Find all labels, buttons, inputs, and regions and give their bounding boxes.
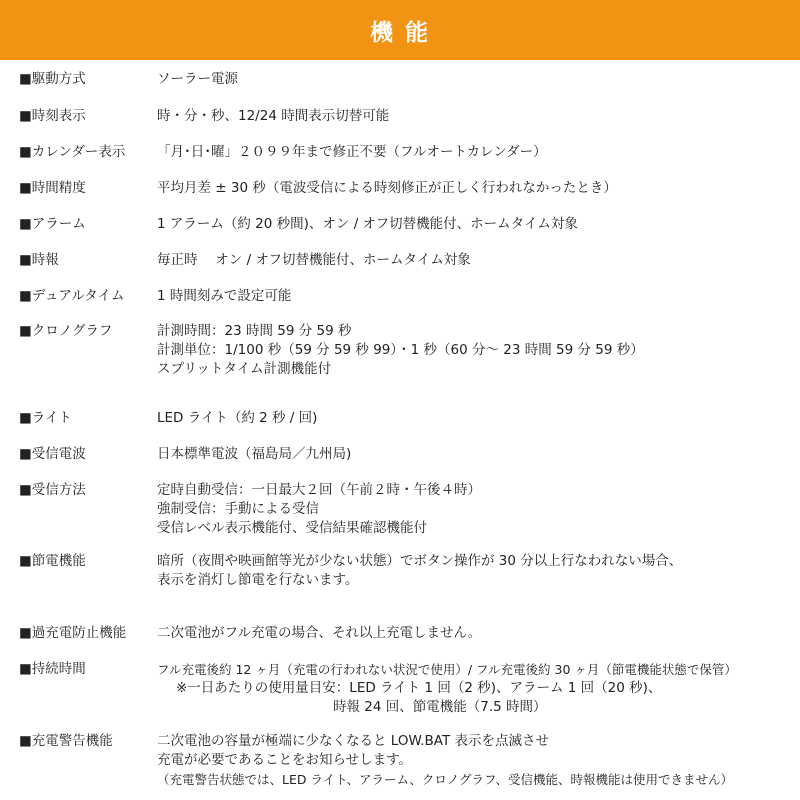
- spec-line: ※一日あたりの使用量目安：LED ライト 1 回（2 秒)、アラーム 1 回（20 秒)、: [176, 680, 662, 696]
- spec-line: 表示を消灯し節電を行ないます。: [157, 572, 359, 588]
- spec-line: 強制受信：手動による受信: [157, 501, 319, 517]
- spec-label: ■カレンダー表示: [19, 144, 126, 160]
- spec-line: 時・分・秒、12/24 時間表示切替可能: [157, 108, 390, 124]
- spec-line: 二次電池がフル充電の場合、それ以上充電しません。: [157, 625, 482, 641]
- spec-value: [157, 481, 797, 538]
- spec-value: [157, 287, 797, 306]
- spec-label: ■アラーム: [19, 216, 86, 232]
- spec-line: 定時自動受信：一日最大２回（午前２時・午後４時）: [157, 482, 481, 498]
- spec-line: スプリットタイム計測機能付: [157, 361, 332, 377]
- spec-line: 1 アラーム（約 20 秒間)、オン / オフ切替機能付、ホームタイム対象: [157, 216, 578, 232]
- spec-value: [157, 179, 797, 198]
- spec-value: [157, 732, 797, 789]
- spec-label: ■節電機能: [19, 553, 86, 569]
- spec-line: 「月･日･曜」２０９９年まで修正不要（フルオートカレンダー）: [157, 144, 547, 160]
- section-header: [0, 0, 800, 60]
- spec-line: フル充電後約 12 ヶ月（充電の行われない状況で使用）/ フル充電後約 30 ヶ月（節電機能状態で保管）: [157, 662, 737, 677]
- spec-line: 充電が必要であることをお知らせします。: [157, 752, 413, 768]
- spec-line: 二次電池の容量が極端に少なくなると LOW.BAT 表示を点滅させ: [157, 733, 550, 749]
- spec-label: ■ライト: [19, 410, 72, 426]
- spec-label: ■充電警告機能: [19, 733, 113, 749]
- spec-label: ■デュアルタイム: [19, 288, 125, 304]
- spec-line: 日本標準電波（福島局／九州局): [157, 446, 352, 462]
- spec-line: （充電警告状態では、LED ライト、アラーム、クロノグラフ、受信機能、時報機能は使用できません）: [157, 772, 733, 787]
- spec-line: 時報 24 回、節電機能（7.5 時間）: [333, 699, 547, 715]
- spec-value: [157, 552, 797, 590]
- spec-label: ■持続時間: [19, 661, 86, 677]
- spec-value: [157, 445, 797, 464]
- spec-label: ■受信電波: [19, 446, 86, 462]
- spec-line: ソーラー電源: [157, 71, 238, 87]
- spec-line: 1 時間刻みで設定可能: [157, 288, 292, 304]
- spec-line: 暗所（夜間や映画館等光が少ない状態）でボタン操作が 30 分以上行なわれない場合、: [157, 553, 683, 569]
- spec-label: ■クロノグラフ: [19, 323, 113, 339]
- spec-line: 毎正時 オン / オフ切替機能付、ホームタイム対象: [157, 252, 471, 268]
- spec-label: ■駆動方式: [19, 71, 86, 87]
- section-title: 機 能: [369, 19, 430, 46]
- spec-value: [157, 143, 797, 162]
- spec-label: ■時刻表示: [19, 108, 86, 124]
- spec-label: ■過充電防止機能: [19, 625, 127, 641]
- spec-value: [157, 70, 797, 89]
- spec-line: 計測時間：23 時間 59 分 59 秒: [157, 323, 352, 339]
- spec-label: ■時報: [19, 252, 59, 268]
- spec-value: [157, 624, 797, 643]
- spec-value: [157, 107, 797, 126]
- spec-value: [157, 660, 797, 717]
- spec-value: [157, 322, 797, 379]
- spec-label: ■受信方法: [19, 482, 86, 498]
- spec-value: [157, 409, 797, 428]
- spec-line: LED ライト（約 2 秒 / 回): [157, 410, 318, 426]
- spec-value: [157, 251, 797, 270]
- spec-label: ■時間精度: [19, 180, 86, 196]
- spec-value: [157, 215, 797, 234]
- spec-line: 受信レベル表示機能付、受信結果確認機能付: [157, 520, 427, 536]
- spec-line: 平均月差 ± 30 秒（電波受信による時刻修正が正しく行われなかったとき）: [157, 180, 617, 196]
- spec-line: 計測単位：1/100 秒（59 分 59 秒 99）・1 秒（60 分～ 23 時間 59 分 59 秒）: [157, 342, 644, 358]
